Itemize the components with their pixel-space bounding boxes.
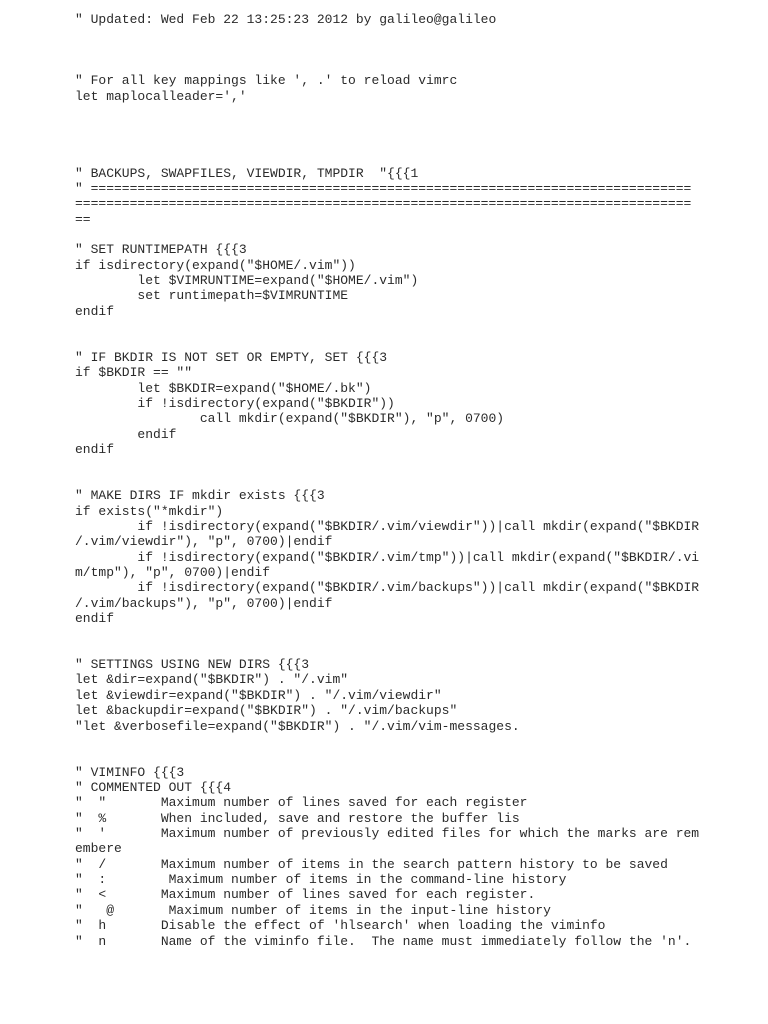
code-line: " IF BKDIR IS NOT SET OR EMPTY, SET {{{3 <box>75 349 388 365</box>
code-line: " " Maximum number of lines saved for each register <box>75 795 528 811</box>
blank-line <box>75 120 699 135</box>
code-line: " @ Maximum number of items in the input-line history <box>75 902 551 918</box>
code-line: embere <box>75 841 122 857</box>
code-line: " MAKE DIRS IF mkdir exists {{{3 <box>75 488 325 504</box>
blank-line <box>75 43 699 58</box>
code-line: if isdirectory(expand("$HOME/.vim")) <box>75 257 356 273</box>
code-line: endif <box>75 426 177 442</box>
code-line: " : Maximum number of items in the command-line history <box>75 872 567 888</box>
code-line: endif <box>75 442 115 458</box>
code-line: let $BKDIR=expand("$HOME/.bk") <box>75 380 372 396</box>
code-line: m/tmp"), "p", 0700)|endif <box>75 564 271 580</box>
code-line: " ' Maximum number of previously edited files for which the marks are rem <box>75 826 700 842</box>
code-line: " < Maximum number of lines saved for each register. <box>75 887 536 903</box>
code-line: " h Disable the effect of 'hlsearch' when loading the viminfo <box>75 918 606 934</box>
code-line: " SETTINGS USING NEW DIRS {{{3 <box>75 657 310 673</box>
blank-line <box>75 227 699 242</box>
code-line: if !isdirectory(expand("$BKDIR/.vim/tmp"))|call mkdir(expand("$BKDIR/.vi <box>75 549 700 565</box>
blank-line <box>75 335 699 350</box>
code-line: let maplocalleader=',' <box>75 88 247 104</box>
code-line: if !isdirectory(expand("$BKDIR/.vim/viewdir"))|call mkdir(expand("$BKDIR <box>75 518 700 534</box>
code-line: " % When included, save and restore the buffer lis <box>75 810 520 826</box>
vimrc-code-block <box>75 12 699 949</box>
code-line: if exists("*mkdir") <box>75 503 224 519</box>
code-line: endif <box>75 303 115 319</box>
code-line: let &dir=expand("$BKDIR") . "/.vim" <box>75 672 349 688</box>
code-line: " n Name of the viminfo file. The name must immediately follow the 'n'. <box>75 933 692 949</box>
code-line: if !isdirectory(expand("$BKDIR/.vim/backups"))|call mkdir(expand("$BKDIR <box>75 580 700 596</box>
blank-line <box>75 749 699 764</box>
blank-line <box>75 27 699 42</box>
code-line: set runtimepath=$VIMRUNTIME <box>75 288 349 304</box>
code-line: if !isdirectory(expand("$BKDIR")) <box>75 395 395 411</box>
code-line: " SET RUNTIMEPATH {{{3 <box>75 242 247 258</box>
code-line: let $VIMRUNTIME=expand("$HOME/.vim") <box>75 273 419 289</box>
blank-line <box>75 457 699 472</box>
code-line: "let &verbosefile=expand("$BKDIR") . "/.vim/vim-messages. <box>75 718 520 734</box>
code-line: if $BKDIR == "" <box>75 365 193 381</box>
blank-line <box>75 626 699 641</box>
code-line: " For all key mappings like ', .' to reload vimrc <box>75 73 458 89</box>
blank-line <box>75 135 699 150</box>
code-line: let &viewdir=expand("$BKDIR") . "/.vim/viewdir" <box>75 687 442 703</box>
blank-line <box>75 734 699 749</box>
code-line: " Updated: Wed Feb 22 13:25:23 2012 by galileo@galileo <box>75 12 497 27</box>
code-line: " / Maximum number of items in the search pattern history to be saved <box>75 856 668 872</box>
code-line: =============================================================================== <box>75 196 692 212</box>
blank-line <box>75 58 699 73</box>
code-line: /.vim/backups"), "p", 0700)|endif <box>75 595 333 611</box>
blank-line <box>75 473 699 488</box>
blank-line <box>75 150 699 165</box>
code-line: == <box>75 211 91 227</box>
code-line: call mkdir(expand("$BKDIR"), "p", 0700) <box>75 411 505 427</box>
code-line: " VIMINFO {{{3 <box>75 764 185 780</box>
code-line: /.vim/viewdir"), "p", 0700)|endif <box>75 534 333 550</box>
code-line: let &backupdir=expand("$BKDIR") . "/.vim/backups" <box>75 703 458 719</box>
code-line: " COMMENTED OUT {{{4 <box>75 779 232 795</box>
code-line: endif <box>75 611 115 627</box>
code-line: " BACKUPS, SWAPFILES, VIEWDIR, TMPDIR "{{{1 <box>75 165 419 181</box>
blank-line <box>75 642 699 657</box>
code-line: " ============================================================================= <box>75 180 692 196</box>
blank-line <box>75 104 699 119</box>
blank-line <box>75 319 699 334</box>
